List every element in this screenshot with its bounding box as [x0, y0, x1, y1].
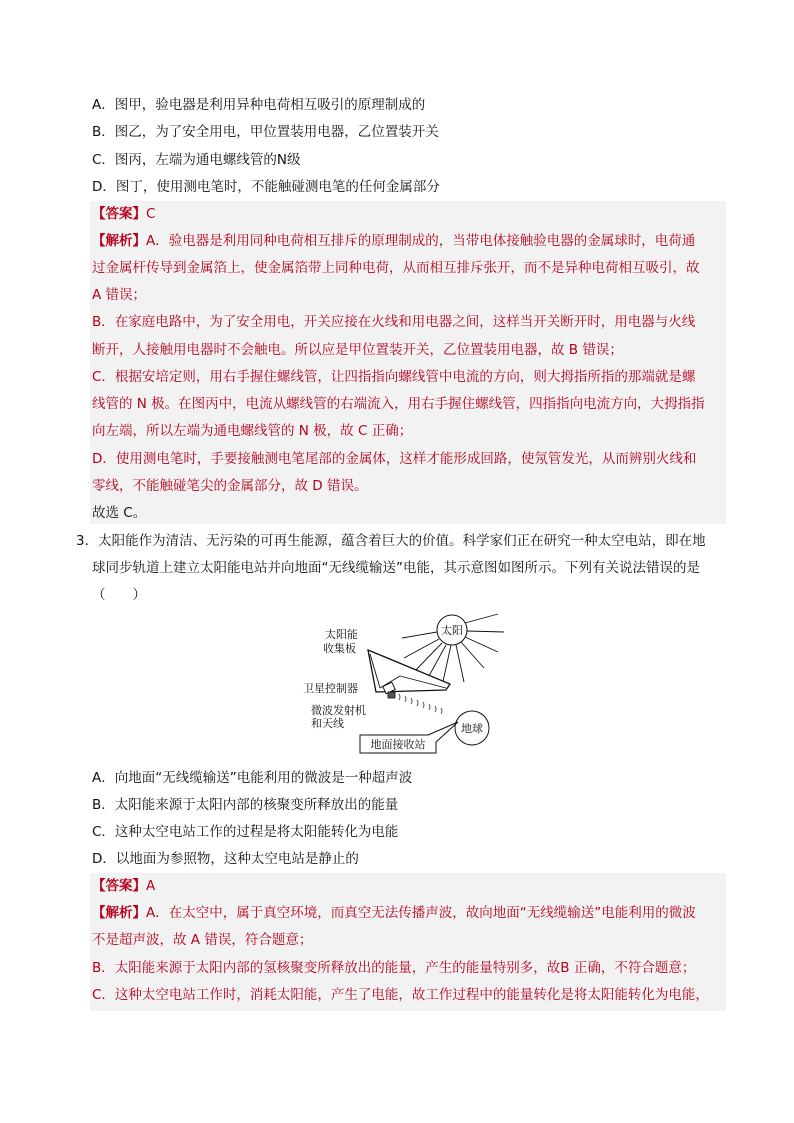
q3-answer: [92, 876, 155, 896]
q3-analysis-line-3: B．太阳能来源于太阳内部的氢核聚变所释放出的能量，产生的能量特别多，故B 正确，不符合题意；: [92, 960, 696, 976]
q2-analysis-text: A．验电器是利用同种电荷相互排斥的原理制成的，当带电体接触验电器的金属球时，电荷通: [146, 233, 696, 249]
q2-analysis-line-7: 线管的 N 极。在图丙中，电流从螺线管的右端流入，用右手握住螺线管，四指指向电流方向，大拇指指: [92, 396, 705, 412]
ground-station-label: 地面接收站: [370, 738, 426, 751]
q2-answer: [92, 204, 155, 224]
q3-analysis-tag: 【解析】: [92, 905, 146, 921]
q2-analysis-line-10: 零线，不能触碰笔尖的金属部分，故 D 错误。: [92, 478, 368, 494]
q3-answer-tag: 【答案】: [92, 878, 146, 894]
ground-station-callout: [360, 722, 458, 753]
panel-label-line-2: 收集板: [323, 642, 356, 655]
q3-option-b: B．太阳能来源于太阳内部的核聚变所释放出的能量: [92, 797, 399, 813]
q3-analysis-line-2: 不是超声波，故 A 错误，符合题意；: [92, 932, 313, 948]
q2-analysis-line-6: C．根据安培定则，用右手握住螺线管，让四指指向螺线管中电流的方向，则大拇指所指的那端就是螺: [92, 369, 696, 385]
q2-conclusion: 故选 C。: [92, 505, 147, 521]
q2-option-a: A．图甲，验电器是利用异种电荷相互吸引的原理制成的: [92, 97, 426, 113]
solar-collector-panel: [368, 650, 450, 692]
q3-stem-line-1: 3．太阳能作为清洁、无污染的可再生能源，蕴含着巨大的价值。科学家们正在研究一种太空电站，即在地: [76, 533, 706, 549]
q2-analysis-line-2: 过金属杆传导到金属箔上，使金属箔带上同种电荷，从而相互排斥张开，而不是异种电荷相互吸引，故: [92, 260, 700, 276]
q2-answer-value: C: [146, 206, 156, 222]
q3-analysis-line-4: C．这种太空电站工作时，消耗太阳能，产生了电能，故工作过程中的能量转化是将太阳能转化为电能，: [92, 987, 709, 1003]
q2-analysis-line-1: [92, 231, 695, 251]
q2-option-d: D．图丁，使用测电笔时，不能触碰测电笔的任何金属部分: [92, 179, 440, 195]
transmitter-label-line-1: 微波发射机: [311, 704, 366, 717]
sun-label: 太阳: [441, 624, 463, 637]
q3-stem-line-2: 球同步轨道上建立太阳能电站并向地面“无线缆输送”电能，其示意图如图所示。下列有关说法错误的是: [92, 560, 700, 576]
q3-option-c: C．这种太空电站工作的过程是将太阳能转化为电能: [92, 824, 399, 840]
space-power-station-diagram: [300, 612, 510, 762]
q3-analysis-text: A．在太空中，属于真空环境，而真空无法传播声波，故向地面“无线缆输送”电能利用的微波: [146, 905, 696, 921]
transmitter-label-line-2: 和天线: [311, 717, 344, 730]
q2-analysis-line-4: B．在家庭电路中，为了安全用电，开关应接在火线和用电器之间，这样当开关断开时，用电器与火线: [92, 314, 696, 330]
q3-option-d: D．以地面为参照物，这种太空电站是静止的: [92, 851, 359, 867]
satellite-label: 卫星控制器: [303, 682, 358, 695]
q2-option-b: B．图乙，为了安全用电，甲位置装用电器，乙位置装开关: [92, 124, 439, 140]
earth-icon: [455, 711, 489, 745]
q3-analysis-line-1: [92, 903, 696, 923]
q2-analysis-line-9: D．使用测电笔时，手要接触测电笔尾部的金属体，这样才能形成回路，使氖管发光，从而辨别火线和: [92, 451, 697, 467]
q2-analysis-line-8: 向左端，所以左端为通电螺线管的 N 极，故 C 正确；: [92, 423, 413, 439]
microwave-beam: [399, 694, 442, 714]
panel-label-line-1: 太阳能: [325, 628, 358, 641]
q3-answer-value: A: [146, 878, 156, 894]
q3-option-a: A．向地面“无线缆输送”电能利用的微波是一种超声波: [92, 770, 413, 786]
q3-stem-line-3: （ ）: [92, 587, 146, 603]
q2-analysis-line-3: A 错误；: [92, 287, 147, 303]
q2-option-c: C．图丙，左端为通电螺线管的N级: [92, 152, 301, 168]
q2-answer-tag: 【答案】: [92, 206, 146, 222]
q2-analysis-tag: 【解析】: [92, 233, 146, 249]
q2-analysis-line-5: 断开，人接触用电器时不会触电。所以应是甲位置装开关，乙位置装用电器，故 B 错误；: [92, 342, 623, 358]
earth-label: 地球: [461, 722, 483, 735]
